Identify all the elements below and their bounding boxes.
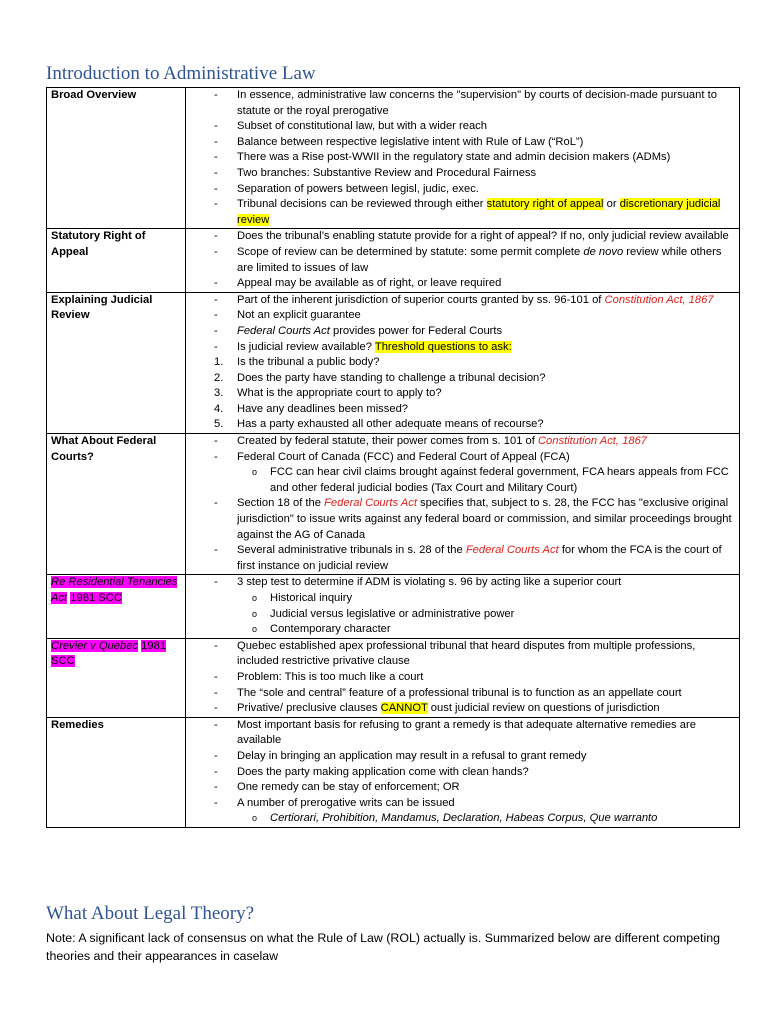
table-row (47, 229, 740, 292)
list-item: o Judicial versus legislative or administrative power (252, 607, 515, 620)
row-label: Re Residential Tenancies Act 1981 SCC (47, 575, 186, 638)
notes-table (46, 87, 740, 828)
list-item: - Balance between respective legislative intent with Rule of Law (“RoL”) (214, 135, 584, 148)
list-item: - Most important basis for refusing to grant a remedy is that adequate alternative remedies are available (214, 718, 696, 747)
list-item: - Created by federal statute, their power comes from s. 101 of Constitution Act, 1867 (214, 435, 648, 448)
list-item: - Problem: This is too much like a court (214, 670, 424, 683)
list-item: - Not an explicit guarantee (214, 309, 361, 322)
list-item: - Subset of constitutional law, but with a wider reach (214, 120, 487, 133)
list-item: - Does the party making application come with clean hands? (214, 765, 529, 778)
list-item: - Section 18 of the Federal Courts Act specifies that, subject to s. 28, the FCC has "exclusive original jurisdiction" to issue writs against any federal board or commission, and similar proceedings brought against the AG of Canada (214, 497, 732, 541)
row-label: Crevier v Quebec 1981 SCC (47, 638, 186, 717)
list-item: - One remedy can be stay of enforcement; OR (214, 781, 460, 794)
list-item: - Is judicial review available? Threshold questions to ask: (214, 340, 512, 353)
table-row (47, 292, 740, 433)
list-item: - Delay in bringing an application may result in a refusal to grant remedy (214, 749, 587, 762)
list-item: - Several administrative tribunals in s. 28 of the Federal Courts Act for whom the FCA is the court of first instance on judicial review (214, 544, 722, 572)
list-item: - Federal Courts Act provides power for Federal Courts (214, 324, 503, 337)
highlight: Threshold questions to ask: (374, 340, 512, 353)
list-item: o FCC can hear civil claims brought against federal government, FCA hears appeals from FCC and other federal judicial bodies (Tax Court and Military Court) (252, 466, 729, 494)
row-label: Explaining Judicial Review (47, 292, 186, 433)
list-item: - Quebec established apex professional tribunal that heard disputes from multiple professions, included restrictive privative clause (214, 639, 696, 668)
table-row (47, 88, 740, 229)
page-title: Introduction to Administrative Law (46, 63, 316, 84)
list-item: - Appeal may be available as of right, or leave required (214, 277, 502, 290)
list-item: o Contemporary character (252, 623, 391, 636)
list-item: - Part of the inherent jurisdiction of superior courts granted by ss. 96-101 of Constitution Act, 1867 (214, 293, 714, 306)
table-row (47, 717, 740, 827)
row-label: Broad Overview (47, 88, 186, 229)
list-item: - Federal Court of Canada (FCC) and Federal Court of Appeal (FCA) (214, 450, 570, 463)
row-label: What About Federal Courts? (47, 434, 186, 575)
row-label: Remedies (47, 717, 186, 827)
highlight: CANNOT (380, 702, 428, 715)
list-item: - Tribunal decisions can be reviewed through either statutory right of appeal or discretionary judicial review (214, 198, 721, 226)
list-item: 2. Does the party have standing to challenge a tribunal decision? (214, 371, 546, 384)
list-item: o Historical inquiry (252, 592, 353, 604)
list-item: - Two branches: Substantive Review and Procedural Fairness (214, 166, 537, 179)
list-item: - There was a Rise post-WWII in the regulatory state and admin decision makers (ADMs) (214, 151, 671, 164)
row-label: Statutory Right of Appeal (47, 229, 186, 292)
note-paragraph: Note: A significant lack of consensus on what the Rule of Law (ROL) actually is. Summarized below are different competing theories and their appearances in caselaw (46, 931, 721, 963)
table-row (47, 434, 740, 575)
list-item: 1. Is the tribunal a public body? (214, 356, 380, 369)
section-heading: What About Legal Theory? (46, 903, 255, 924)
list-item: - Scope of review can be determined by statute: some permit complete de novo review while others are limited to issues of law (214, 245, 722, 274)
table-row (47, 638, 740, 717)
list-item: - Separation of powers between legisl, judic, exec. (214, 182, 479, 195)
list-item: 4. Have any deadlines been missed? (214, 402, 409, 415)
list-item: - 3 step test to determine if ADM is violating s. 96 by acting like a superior court (214, 576, 622, 589)
list-item: - In essence, administrative law concerns the "supervision" by courts of decision-made pursuant to statute or the royal prerogative (214, 89, 717, 117)
list-item: - Privative/ preclusive clauses CANNOT oust judicial review on questions of jurisdiction (214, 702, 660, 715)
list-item: 3. What is the appropriate court to apply to? (214, 387, 442, 400)
highlight: discretionary judicial review (237, 198, 721, 226)
list-item: - The “sole and central” feature of a professional tribunal is to function as an appellate court (214, 686, 682, 699)
list-item: o Certiorari, Prohibition, Mandamus, Declaration, Habeas Corpus, Que warranto (252, 812, 658, 825)
list-item: 5. Has a party exhausted all other adequate means of recourse? (214, 418, 544, 431)
list-item: - A number of prerogative writs can be issued (214, 796, 455, 809)
highlight: statutory right of appeal (486, 198, 604, 211)
list-item: - Does the tribunal’s enabling statute provide for a right of appeal? If no, only judicial review available (214, 230, 729, 243)
table-row (47, 575, 740, 638)
